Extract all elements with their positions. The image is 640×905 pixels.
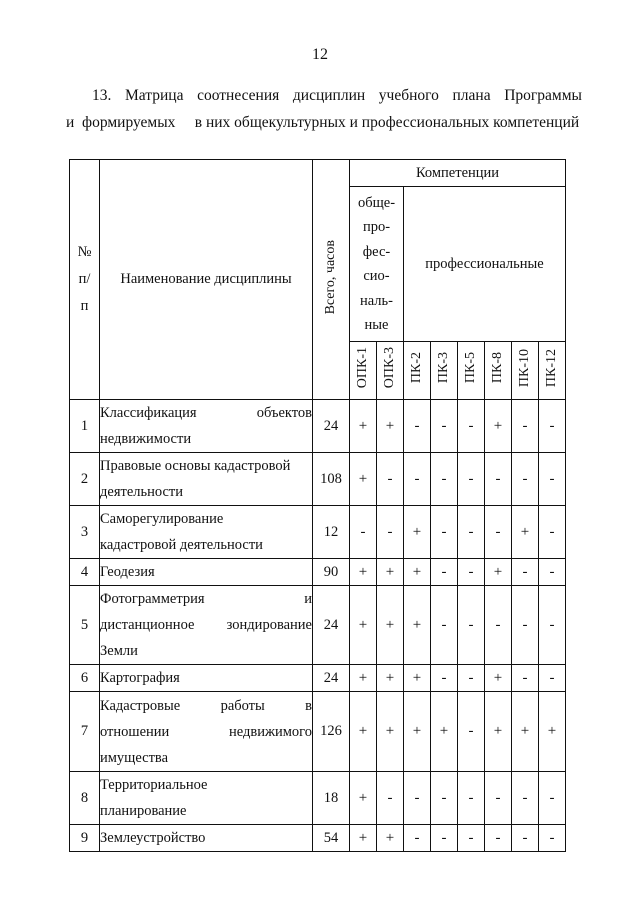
competency-mark: - <box>512 453 539 506</box>
competency-mark: - <box>431 506 458 559</box>
table-row <box>70 665 566 692</box>
discipline-name-word: работы <box>220 697 265 714</box>
competency-mark: - <box>458 559 485 586</box>
competency-mark: - <box>539 559 566 586</box>
competency-mark: + <box>350 665 377 692</box>
competency-mark: - <box>404 825 431 852</box>
competency-mark: - <box>539 453 566 506</box>
discipline-name-line: Землеустройство <box>100 830 206 846</box>
total-hours: 12 <box>313 506 350 559</box>
heading-line-1 <box>66 82 582 109</box>
discipline-name-line <box>100 719 312 745</box>
competency-mark: - <box>458 772 485 825</box>
competency-mark: + <box>512 692 539 772</box>
header-general-line: наль- <box>359 292 393 309</box>
heading-number: 13. <box>92 87 112 104</box>
competency-mark: - <box>458 586 485 665</box>
discipline-name-word: Кадастровые <box>100 697 181 714</box>
competency-mark: - <box>377 506 404 559</box>
header-general-line: фес- <box>362 243 391 260</box>
competency-code: ПК-2 <box>409 352 424 384</box>
competency-mark: - <box>431 559 458 586</box>
competency-mark: + <box>350 586 377 665</box>
header-hours-label: Всего, часов <box>323 239 338 315</box>
header-professional-group: профессиональные <box>404 187 566 342</box>
discipline-name <box>100 453 313 506</box>
competency-mark: + <box>404 586 431 665</box>
table-row <box>70 400 566 453</box>
discipline-name-line: планирование <box>100 803 187 819</box>
table-row <box>70 559 566 586</box>
discipline-name-word: Фотограмметрия <box>100 591 205 607</box>
heading-word: дисциплин <box>292 87 366 104</box>
header-code-cell <box>431 342 458 400</box>
competency-mark: - <box>404 772 431 825</box>
discipline-name-line <box>100 612 312 638</box>
competency-mark: - <box>485 506 512 559</box>
competency-matrix-table <box>69 159 566 852</box>
discipline-name-line: имущества <box>100 749 169 766</box>
competency-mark: - <box>539 586 566 665</box>
discipline-name-word: зондирование <box>226 617 312 633</box>
discipline-name-line <box>100 400 312 426</box>
header-general-line: про- <box>362 219 391 235</box>
table-row <box>70 772 566 825</box>
discipline-name-word: отношении <box>100 723 170 740</box>
discipline-name-line: недвижимости <box>100 431 192 447</box>
header-num-line: п <box>80 298 89 314</box>
competency-mark: - <box>512 400 539 453</box>
header-code-cell <box>404 342 431 400</box>
competency-mark: + <box>404 559 431 586</box>
competency-mark: - <box>512 586 539 665</box>
total-hours: 54 <box>313 825 350 852</box>
discipline-name-word: и <box>304 591 312 607</box>
competency-mark: - <box>512 665 539 692</box>
competency-mark: + <box>539 692 566 772</box>
competency-mark: - <box>377 453 404 506</box>
row-number: 5 <box>70 586 100 665</box>
competency-mark: + <box>377 559 404 586</box>
competency-mark: - <box>512 772 539 825</box>
header-num-line: № <box>77 244 92 260</box>
competency-code: ПК-12 <box>544 348 559 388</box>
competency-mark: + <box>512 506 539 559</box>
discipline-name-line <box>100 693 312 719</box>
discipline-name-line: Геодезия <box>100 564 155 580</box>
competency-mark: + <box>350 453 377 506</box>
competency-mark: + <box>350 400 377 453</box>
row-number: 3 <box>70 506 100 559</box>
competency-mark: + <box>404 506 431 559</box>
competency-mark: - <box>539 506 566 559</box>
discipline-name <box>100 665 313 692</box>
heading-word: Программы <box>504 87 582 104</box>
competency-code: ОПК-3 <box>382 347 397 389</box>
header-code-cell <box>458 342 485 400</box>
competency-mark: + <box>485 559 512 586</box>
row-number: 2 <box>70 453 100 506</box>
competency-mark: + <box>404 692 431 772</box>
competency-mark: + <box>485 692 512 772</box>
header-general-line: ные <box>364 317 389 333</box>
table-row <box>70 453 566 506</box>
competency-mark: - <box>350 506 377 559</box>
section-heading <box>66 82 582 136</box>
header-code-cell <box>485 342 512 400</box>
competency-mark: - <box>431 772 458 825</box>
competency-code: ПК-8 <box>490 352 505 384</box>
competency-mark: - <box>431 400 458 453</box>
header-general-line: сио- <box>363 268 390 284</box>
heading-word: учебного <box>378 87 439 104</box>
competency-mark: + <box>350 772 377 825</box>
row-number: 4 <box>70 559 100 586</box>
competency-mark: - <box>431 825 458 852</box>
heading-word: Матрица <box>125 87 184 104</box>
competency-mark: - <box>539 772 566 825</box>
discipline-name-line: кадастровой деятельности <box>100 537 263 553</box>
competency-mark: - <box>431 453 458 506</box>
row-number: 7 <box>70 692 100 772</box>
competency-mark: - <box>485 453 512 506</box>
discipline-name-line <box>100 586 312 612</box>
competency-mark: - <box>485 772 512 825</box>
competency-mark: + <box>350 559 377 586</box>
discipline-name-line: Земли <box>100 643 138 659</box>
competency-mark: - <box>458 665 485 692</box>
competency-mark: - <box>458 400 485 453</box>
header-name-cell: Наименование дисциплины <box>100 160 313 400</box>
row-number: 6 <box>70 665 100 692</box>
heading-word: плана <box>452 87 491 104</box>
header-code-cell <box>377 342 404 400</box>
competency-mark: + <box>377 825 404 852</box>
table-row <box>70 586 566 665</box>
row-number: 1 <box>70 400 100 453</box>
heading-word: соотнесения <box>197 87 280 104</box>
competency-mark: + <box>377 665 404 692</box>
heading-line-2: и формируемых в них общекультурных и профессиональных компетенций <box>66 114 580 131</box>
discipline-name <box>100 586 313 665</box>
competency-mark: - <box>377 772 404 825</box>
competency-mark: - <box>404 453 431 506</box>
total-hours: 90 <box>313 559 350 586</box>
table-row <box>70 825 566 852</box>
competency-mark: - <box>512 559 539 586</box>
header-code-cell <box>512 342 539 400</box>
table-row <box>70 506 566 559</box>
competency-mark: - <box>539 400 566 453</box>
competency-mark: - <box>539 665 566 692</box>
discipline-name-word: недвижимого <box>228 723 312 740</box>
total-hours: 24 <box>313 665 350 692</box>
competency-code: ПК-10 <box>517 348 532 388</box>
competency-mark: + <box>431 692 458 772</box>
competency-mark: + <box>485 400 512 453</box>
discipline-name-line: Территориальное <box>100 777 208 793</box>
discipline-name-word: объектов <box>256 405 312 421</box>
discipline-name-word: в <box>305 697 312 714</box>
total-hours: 24 <box>313 586 350 665</box>
header-hours-cell <box>313 160 350 400</box>
header-code-cell <box>350 342 377 400</box>
discipline-name <box>100 559 313 586</box>
competency-mark: + <box>377 692 404 772</box>
total-hours: 18 <box>313 772 350 825</box>
discipline-name <box>100 772 313 825</box>
header-code-cell <box>539 342 566 400</box>
competency-mark: + <box>350 692 377 772</box>
competency-mark: - <box>458 692 485 772</box>
page-number: 12 <box>312 46 328 63</box>
competency-mark: - <box>539 825 566 852</box>
row-number: 8 <box>70 772 100 825</box>
competency-mark: - <box>512 825 539 852</box>
discipline-name-word: дистанционное <box>100 617 195 633</box>
competency-code: ПК-3 <box>436 352 451 384</box>
discipline-name-line: Правовые основы кадастровой <box>100 458 291 474</box>
competency-mark: + <box>350 825 377 852</box>
total-hours: 108 <box>313 453 350 506</box>
competency-mark: + <box>377 400 404 453</box>
discipline-name <box>100 506 313 559</box>
header-competencies-cell: Компетенции <box>350 160 566 187</box>
header-num-cell <box>70 160 100 400</box>
competency-mark: - <box>458 825 485 852</box>
competency-mark: - <box>485 825 512 852</box>
row-number: 9 <box>70 825 100 852</box>
header-general-line: обще- <box>357 194 396 211</box>
competency-mark: + <box>404 665 431 692</box>
competency-mark: - <box>431 665 458 692</box>
competency-code: ПК-5 <box>463 352 478 384</box>
competency-code: ОПК-1 <box>355 347 370 389</box>
discipline-name <box>100 692 313 772</box>
discipline-name-line: Картография <box>100 670 180 686</box>
table-row <box>70 692 566 772</box>
discipline-name <box>100 400 313 453</box>
competency-mark: - <box>431 586 458 665</box>
discipline-name-line: Саморегулирование <box>100 511 224 527</box>
discipline-name-line: деятельности <box>100 484 184 500</box>
header-row-1 <box>70 160 566 187</box>
competency-mark: + <box>485 665 512 692</box>
total-hours: 126 <box>313 692 350 772</box>
header-general-group <box>350 187 404 342</box>
total-hours: 24 <box>313 400 350 453</box>
competency-mark: + <box>377 586 404 665</box>
competency-mark: - <box>485 586 512 665</box>
discipline-name-word: Классификация <box>100 405 197 421</box>
discipline-name <box>100 825 313 852</box>
header-num-line: п/ <box>78 271 91 287</box>
competency-mark: - <box>458 506 485 559</box>
competency-mark: - <box>458 453 485 506</box>
competency-mark: - <box>404 400 431 453</box>
